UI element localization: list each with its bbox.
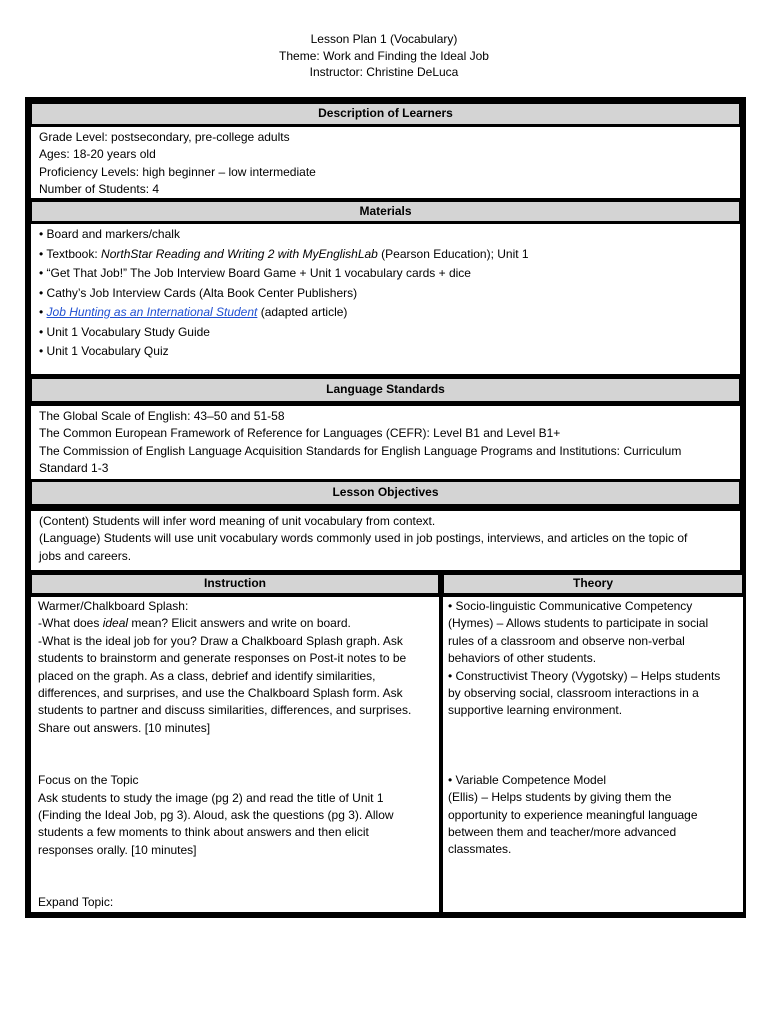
- theory-line: • Socio-linguistic Communicative Competency: [448, 599, 693, 613]
- focus-line: responses orally. [10 minutes]: [38, 842, 197, 857]
- lesson-plan-table: [25, 97, 746, 918]
- theory-line: (Hymes) – Allows students to participate in social: [448, 616, 709, 631]
- bullet: •: [39, 285, 44, 300]
- bullet: •: [39, 246, 44, 261]
- focus-line: (Finding the Ideal Job, pg 3). Aloud, ask the questions (pg 3). Allow: [38, 808, 394, 823]
- list-item: • Unit 1 Vocabulary Study Guide: [39, 324, 210, 339]
- warmer-line: placed on the graph. As a class, debrief and identify similarities,: [38, 668, 376, 683]
- theory-line: • Constructivist Theory (Vygotsky) – Helps students: [448, 668, 721, 683]
- warmer-line: students to partner and discuss similarities, differences, and surprises.: [38, 703, 412, 718]
- cea-standard-continued: Standard 1-3: [39, 461, 109, 476]
- standards-heading: Language Standards: [31, 378, 740, 402]
- warmer-line: differences, and surprises, and use the Chalkboard Splash form. Ask: [38, 686, 403, 701]
- grade-level: Grade Level: postsecondary, pre-college adults: [39, 130, 290, 144]
- list-item: • Job Hunting as an International Student (adapted article): [39, 305, 348, 319]
- theory-line: by observing social, classroom interactions in a: [448, 686, 699, 701]
- focus-line: Ask students to study the image (pg 2) and read the title of Unit 1: [38, 790, 384, 805]
- instruction-heading: Instruction: [31, 574, 439, 594]
- list-item: • Unit 1 Vocabulary Quiz: [39, 344, 169, 358]
- content-objective: (Content) Students will infer word meaning of unit vocabulary from context.: [39, 514, 436, 528]
- expand-topic-title: Expand Topic:: [38, 895, 114, 910]
- list-item: • “Get That Job!” The Job Interview Board Game + Unit 1 vocabulary cards + dice: [39, 266, 471, 280]
- warmer-line: Share out answers. [10 minutes]: [38, 720, 211, 735]
- materials-section: [31, 224, 740, 374]
- cea-standard: The Commission of English Language Acquisition Standards for English Language Programs and Institutions: Curriculum: [39, 443, 682, 458]
- warmer-line: -What is the ideal job for you? Draw a Chalkboard Splash graph. Ask: [38, 633, 403, 648]
- theory-line: between them and teacher/more advanced: [448, 825, 677, 840]
- warmer-question-1: -What does ideal mean? Elicit answers and write on board.: [38, 616, 351, 631]
- ages: Ages: 18-20 years old: [39, 147, 156, 162]
- theory-heading: Theory: [443, 574, 743, 594]
- instruction-column: [31, 597, 439, 912]
- article-link[interactable]: Job Hunting as an International Student: [46, 305, 258, 319]
- theory-line: opportunity to experience meaningful language: [448, 807, 698, 822]
- objectives-section: [31, 511, 740, 570]
- gse-standard: The Global Scale of English: 43–50 and 51-58: [39, 409, 285, 423]
- theory-line: behaviors of other students.: [448, 651, 597, 666]
- lesson-plan-title: Lesson Plan 1 (Vocabulary): [310, 32, 458, 46]
- learners-section: [31, 127, 740, 198]
- language-objective-continued: jobs and careers.: [39, 548, 132, 563]
- textbook-title: NorthStar Reading and Writing 2 with MyEnglishLab: [101, 246, 378, 261]
- objectives-heading: Lesson Objectives: [31, 481, 740, 505]
- theory-line: rules of a classroom and observe non-verbal: [448, 633, 685, 648]
- focus-title: Focus on the Topic: [38, 773, 139, 788]
- cefr-standard: The Common European Framework of Reference for Languages (CEFR): Level B1 and Level B1+: [39, 426, 561, 441]
- bullet: •: [39, 227, 44, 241]
- list-item: • Board and markers/chalk: [39, 227, 180, 241]
- learners-heading: Description of Learners: [31, 103, 740, 125]
- theory-line: supportive learning environment.: [448, 703, 623, 718]
- bullet: •: [39, 305, 44, 319]
- bullet: •: [39, 344, 44, 358]
- theory-line: (Ellis) – Helps students by giving them the: [448, 790, 672, 805]
- list-item: • Textbook: NorthStar Reading and Writing 2 with MyEnglishLab (Pearson Education); Unit 1: [39, 246, 529, 261]
- warmer-title: Warmer/Chalkboard Splash:: [38, 599, 189, 613]
- number-of-students: Number of Students: 4: [39, 182, 160, 197]
- bullet: •: [39, 324, 44, 339]
- theory-column: [443, 597, 743, 912]
- language-objective: (Language) Students will use unit vocabulary words commonly used in job postings, interviews, and articles on the topic of: [39, 531, 688, 546]
- focus-line: students a few moments to think about answers and then elicit: [38, 825, 369, 840]
- warmer-line: students to brainstorm and generate responses on Post-it notes to be: [38, 651, 407, 666]
- proficiency-levels: Proficiency Levels: high beginner – low intermediate: [39, 164, 316, 179]
- document-header: [0, 31, 768, 81]
- standards-section: [31, 406, 740, 479]
- lesson-theme: Theme: Work and Finding the Ideal Job: [279, 48, 489, 63]
- list-item: • Cathy’s Job Interview Cards (Alta Book Center Publishers): [39, 285, 358, 300]
- theory-line: classmates.: [448, 842, 512, 857]
- bullet: •: [39, 266, 44, 280]
- theory-line: • Variable Competence Model: [448, 772, 607, 787]
- instructor-name: Instructor: Christine DeLuca: [309, 65, 459, 79]
- materials-heading: Materials: [31, 201, 740, 222]
